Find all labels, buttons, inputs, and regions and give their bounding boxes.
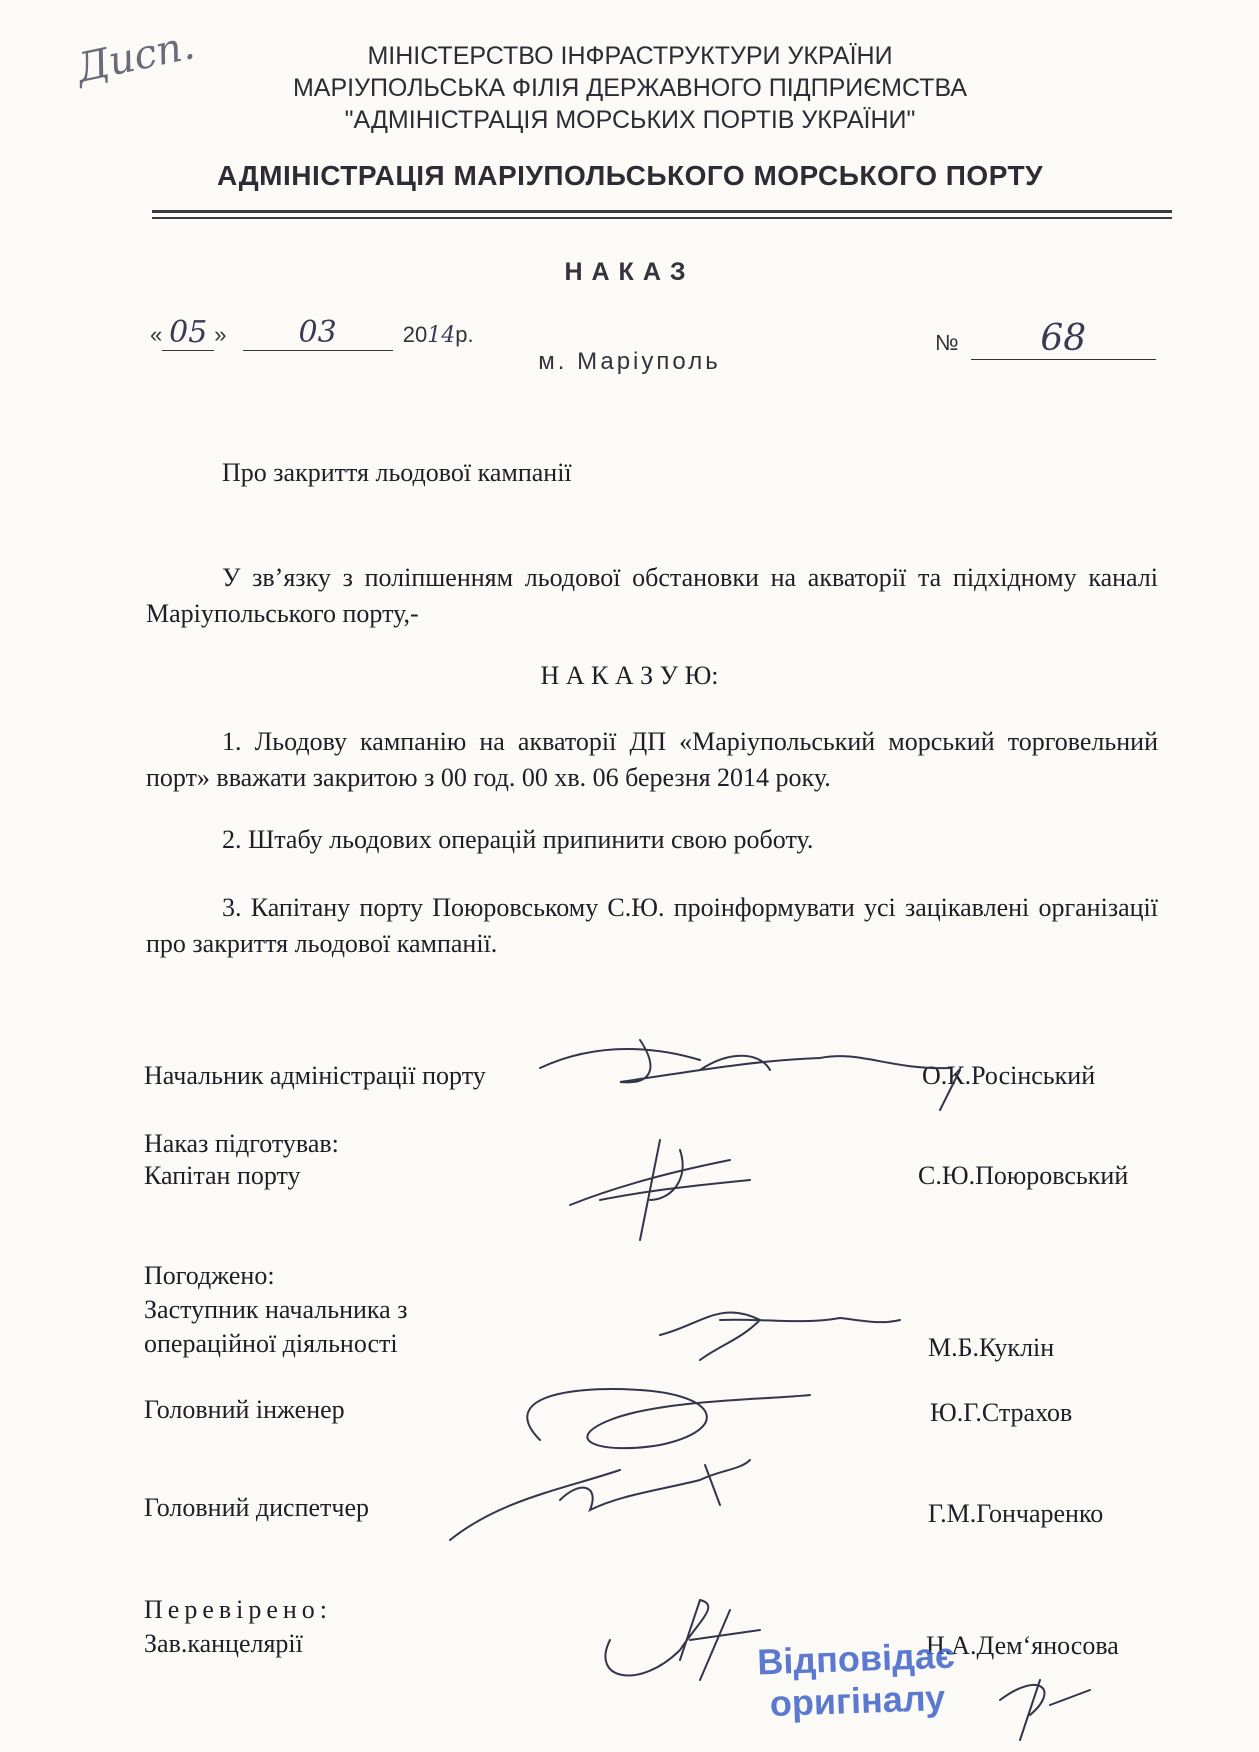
head-title: Начальник адміністрації порту [144, 1061, 486, 1090]
deputy-title-line2: операційної діяльності [144, 1329, 398, 1358]
signature-stamp-initials [1000, 1680, 1090, 1740]
order-item-3: 3. Капітану порту Поюровському С.Ю. проінформувати усі зацікавлені організації про закриття льодової кампанії. [146, 893, 1158, 958]
engineer-name: Ю.Г.Страхов [930, 1398, 1073, 1427]
agreed-label: Погоджено: [144, 1261, 275, 1290]
date-year-prefix: 20 [402, 322, 428, 347]
enterprise-line: "АДМІНІСТРАЦІЯ МОРСЬКИХ ПОРТІВ УКРАЇНИ" [344, 106, 916, 134]
checked-label: Перевірено: [144, 1595, 333, 1624]
organization-name: АДМІНІСТРАЦІЯ МАРІУПОЛЬСЬКОГО МОРСЬКОГО ПОРТУ [216, 160, 1044, 191]
prepared-label: Наказ підготував: [144, 1129, 339, 1158]
subject: Про закриття льодової кампанії [222, 458, 572, 487]
deputy-name: М.Б.Куклін [928, 1333, 1055, 1362]
date-close-quote: » [214, 322, 227, 347]
prepared-title: Капітан порту [144, 1161, 301, 1190]
ministry-line: МІНІСТЕРСТВО ІНФРАСТРУКТУРИ УКРАЇНИ [367, 42, 893, 70]
date-year: 14 [427, 323, 456, 348]
dispatcher-name: Г.М.Гончаренко [928, 1499, 1104, 1528]
date-day: 05 [169, 315, 208, 350]
date-month: 03 [298, 315, 337, 350]
number-label: № [935, 330, 959, 355]
corner-handwritten-note: Дисп. [72, 22, 199, 92]
office-title: Зав.канцелярії [144, 1629, 303, 1658]
engineer-title: Головний інженер [144, 1395, 345, 1424]
order-item-1: 1. Льодову кампанію на акваторії ДП «Маріупольський морський торговельний порт» вважати закритою з 00 год. 00 хв. 06 березня 2014 року. [146, 727, 1158, 792]
signature-office [605, 1600, 760, 1680]
deputy-title-line1: Заступник начальника з [144, 1295, 408, 1324]
signature-dispatcher [450, 1460, 750, 1540]
city: м. Маріуполь [538, 348, 721, 375]
signature-deputy [660, 1312, 900, 1360]
preamble: У зв’язку з поліпшенням льодової обстановки на акваторії та підхідному каналі Маріупольського порту,- [146, 563, 1158, 628]
certification-stamp [757, 1635, 957, 1726]
signature-captain [570, 1140, 750, 1240]
stamp-line-2: оригіналу [769, 1676, 946, 1725]
number-value: 68 [1040, 318, 1087, 359]
signature-head [540, 1040, 960, 1110]
dispatcher-title: Головний диспетчер [144, 1493, 370, 1522]
prepared-name: С.Ю.Поюровський [918, 1161, 1129, 1190]
date-open-quote: « [150, 322, 163, 347]
order-item-2: 2. Штабу льодових операцій припинити свою роботу. [222, 825, 814, 854]
order-word: Н А К А З У Ю: [540, 661, 719, 690]
signature-engineer [527, 1389, 810, 1448]
office-name: Н.А.Дем‘яносова [926, 1631, 1119, 1660]
stamp-line-1: Відповідає [756, 1634, 956, 1683]
head-name: О.К.Росінський [922, 1061, 1096, 1090]
branch-line: МАРІУПОЛЬСЬКА ФІЛІЯ ДЕРЖАВНОГО ПІДПРИЄМСТВА [292, 74, 968, 102]
date-suffix: р. [455, 322, 474, 347]
document-type: НАКАЗ [564, 258, 695, 286]
